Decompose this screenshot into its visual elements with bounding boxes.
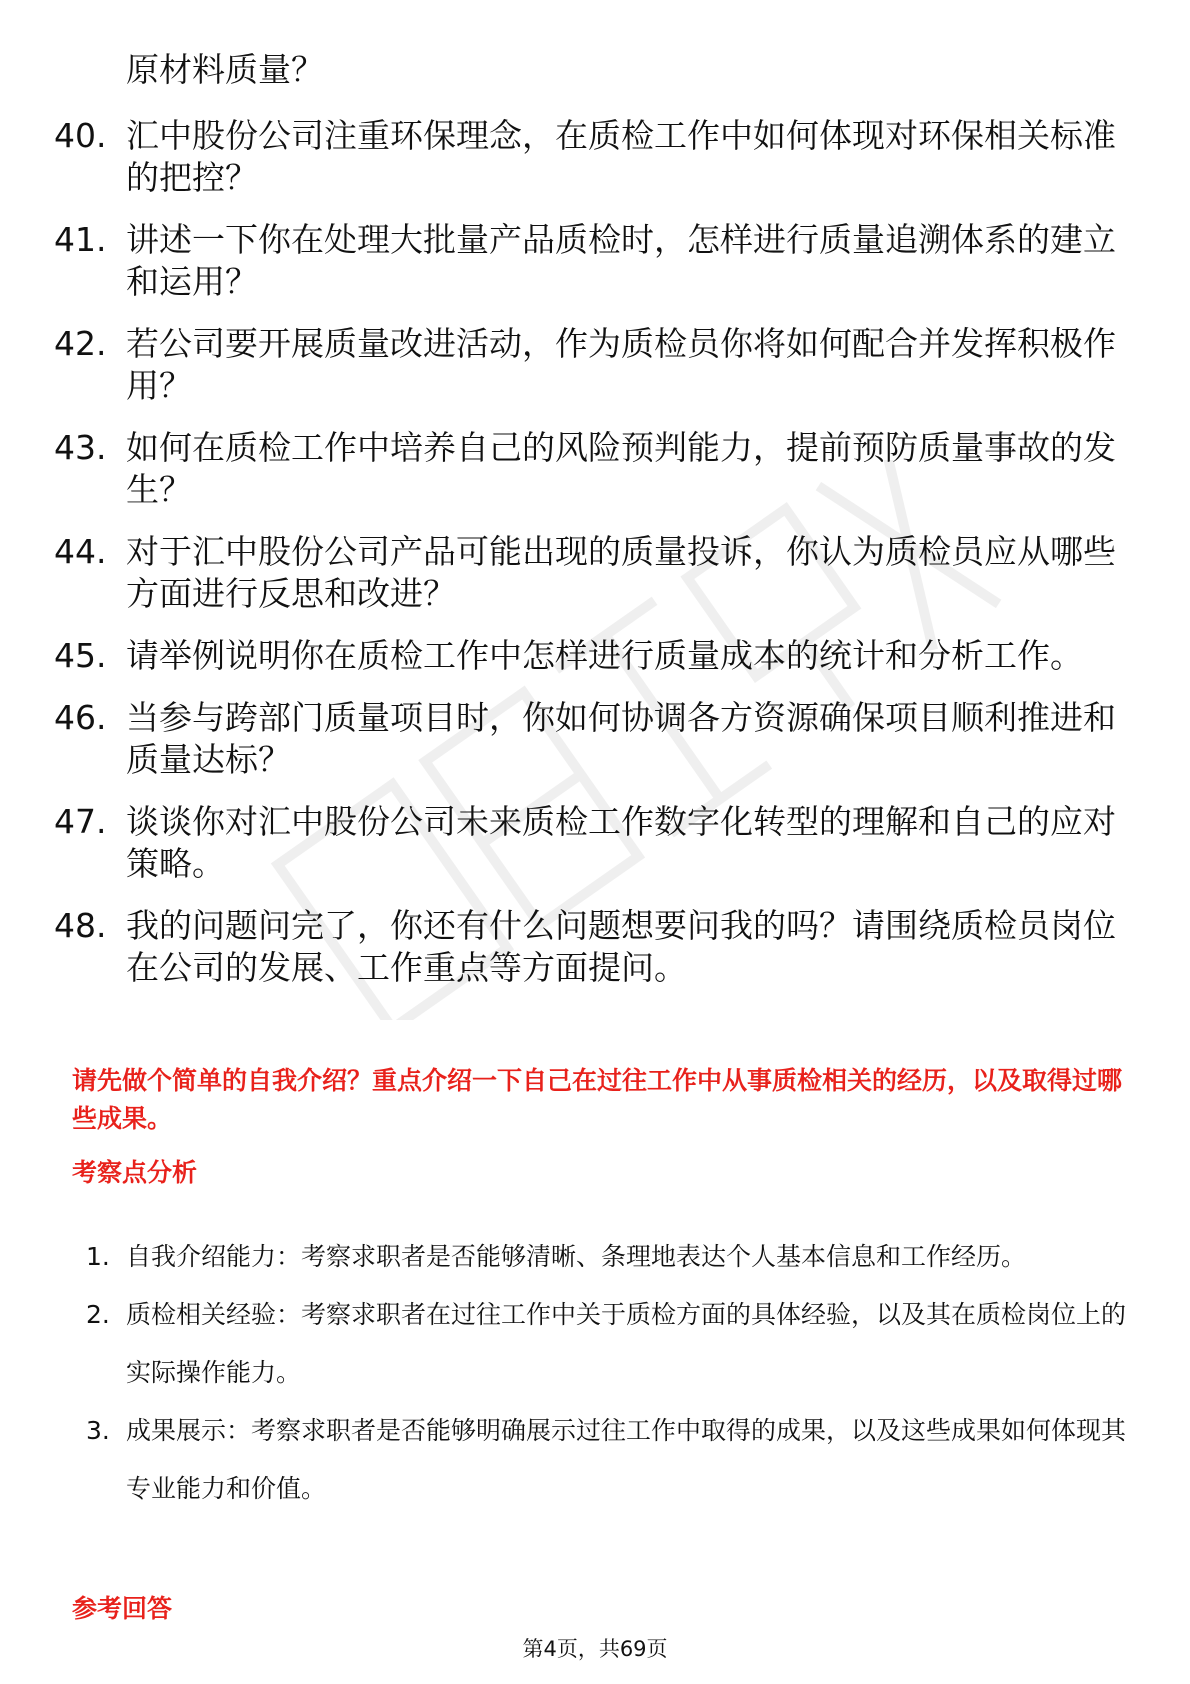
item-text: 成果展示：考察求职者是否能够明确展示过往工作中取得的成果，以及这些成果如何体现其专业能力和价值。 bbox=[126, 1416, 1127, 1503]
item-text: 汇中股份公司注重环保理念，在质检工作中如何体现对环保相关标准的把控？ bbox=[126, 116, 1116, 197]
item-number: 45. bbox=[54, 636, 107, 675]
item-number: 44. bbox=[54, 532, 107, 571]
list-item bbox=[86, 1286, 1126, 1402]
continuation-text: 原材料质量？ bbox=[126, 50, 324, 89]
featured-question: 请先做个简单的自我介绍？重点介绍一下自己在过往工作中从事质检相关的经历，以及取得过哪些成果。 bbox=[72, 1066, 1123, 1133]
list-item bbox=[86, 1402, 1126, 1518]
item-number: 47. bbox=[54, 802, 107, 841]
item-number: 46. bbox=[54, 698, 107, 737]
question-list bbox=[54, 115, 1134, 1009]
item-number: 2. bbox=[86, 1300, 110, 1329]
page-footer: 第4页，共69页 bbox=[522, 1637, 668, 1661]
item-text: 如何在质检工作中培养自己的风险预判能力，提前预防质量事故的发生？ bbox=[126, 428, 1116, 509]
item-text: 若公司要开展质量改进活动，作为质检员你将如何配合并发挥积极作用？ bbox=[126, 324, 1116, 405]
answer-heading: 参考回答 bbox=[72, 1594, 173, 1623]
list-item bbox=[54, 531, 1134, 615]
item-text: 讲述一下你在处理大批量产品质检时，怎样进行质量追溯体系的建立和运用？ bbox=[126, 220, 1116, 301]
list-item bbox=[54, 801, 1134, 885]
analysis-list bbox=[86, 1228, 1126, 1518]
item-text: 谈谈你对汇中股份公司未来质检工作数字化转型的理解和自己的应对策略。 bbox=[126, 802, 1116, 883]
item-text: 质检相关经验：考察求职者在过往工作中关于质检方面的具体经验，以及其在质检岗位上的实际操作能力。 bbox=[126, 1300, 1127, 1387]
item-number: 1. bbox=[86, 1242, 110, 1271]
item-number: 3. bbox=[86, 1416, 110, 1445]
list-item bbox=[86, 1228, 1126, 1286]
list-item bbox=[54, 635, 1134, 677]
item-text: 请举例说明你在质检工作中怎样进行质量成本的统计和分析工作。 bbox=[126, 636, 1083, 675]
analysis-heading: 考察点分析 bbox=[72, 1158, 198, 1187]
item-text: 我的问题问完了，你还有什么问题想要问我的吗？请围绕质检员岗位在公司的发展、工作重点等方面提问。 bbox=[126, 906, 1116, 987]
item-text: 自我介绍能力：考察求职者是否能够清晰、条理地表达个人基本信息和工作经历。 bbox=[126, 1242, 1027, 1271]
list-item bbox=[54, 905, 1134, 989]
list-item bbox=[54, 115, 1134, 199]
item-number: 48. bbox=[54, 906, 107, 945]
list-item bbox=[54, 427, 1134, 511]
item-number: 42. bbox=[54, 324, 107, 363]
list-item bbox=[54, 219, 1134, 303]
list-item bbox=[54, 697, 1134, 781]
item-number: 40. bbox=[54, 116, 107, 155]
item-number: 41. bbox=[54, 220, 107, 259]
item-text: 当参与跨部门质量项目时，你如何协调各方资源确保项目顺利推进和质量达标？ bbox=[126, 698, 1116, 779]
item-text: 对于汇中股份公司产品可能出现的质量投诉，你认为质检员应从哪些方面进行反思和改进？ bbox=[126, 532, 1116, 613]
list-item bbox=[54, 323, 1134, 407]
item-number: 43. bbox=[54, 428, 107, 467]
